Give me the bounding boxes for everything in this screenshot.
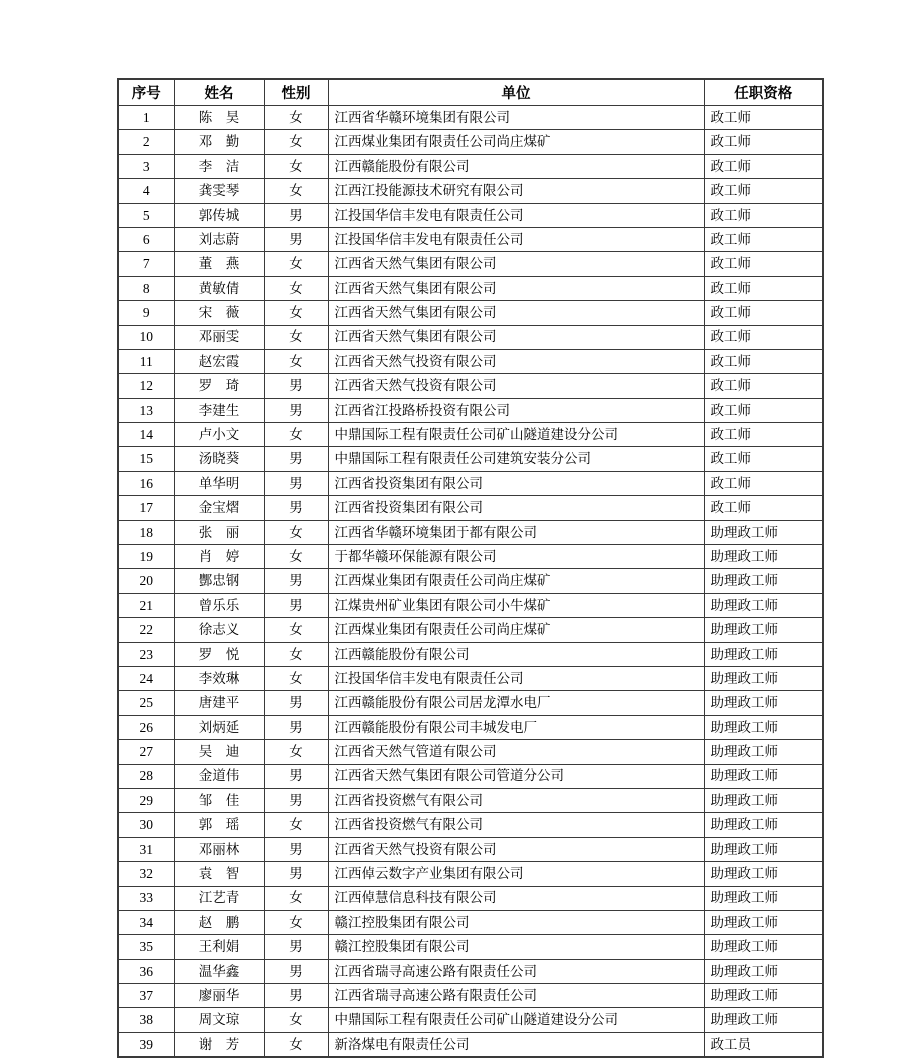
cell-unit: 江西倬慧信息科技有限公司 [328, 886, 704, 910]
cell-unit: 江西省江投路桥投资有限公司 [328, 398, 704, 422]
cell-index: 9 [118, 301, 174, 325]
cell-gender: 男 [264, 593, 328, 617]
table-row [118, 666, 823, 690]
cell-gender: 男 [264, 691, 328, 715]
cell-name: 宋 薇 [174, 301, 264, 325]
table-row [118, 130, 823, 154]
cell-unit: 江西煤业集团有限责任公司尚庄煤矿 [328, 618, 704, 642]
cell-qualification: 助理政工师 [704, 715, 823, 739]
cell-index: 17 [118, 496, 174, 520]
cell-unit: 江西倬云数字产业集团有限公司 [328, 862, 704, 886]
cell-index: 32 [118, 862, 174, 886]
roster-table-body [118, 106, 823, 1058]
table-row [118, 106, 823, 130]
cell-index: 3 [118, 154, 174, 178]
cell-unit: 江西省天然气投资有限公司 [328, 349, 704, 373]
col-header-index: 序号 [118, 79, 174, 106]
cell-qualification: 政工师 [704, 227, 823, 251]
cell-index: 15 [118, 447, 174, 471]
table-row [118, 374, 823, 398]
table-row [118, 325, 823, 349]
cell-name: 袁 智 [174, 862, 264, 886]
cell-gender: 男 [264, 715, 328, 739]
cell-qualification: 助理政工师 [704, 764, 823, 788]
cell-qualification: 政工师 [704, 349, 823, 373]
cell-index: 26 [118, 715, 174, 739]
table-row [118, 910, 823, 934]
cell-gender: 女 [264, 910, 328, 934]
table-row [118, 471, 823, 495]
header-row [118, 79, 823, 106]
cell-index: 16 [118, 471, 174, 495]
cell-name: 陈 昊 [174, 106, 264, 130]
table-row [118, 642, 823, 666]
cell-name: 汤晓葵 [174, 447, 264, 471]
cell-index: 2 [118, 130, 174, 154]
cell-name: 张 丽 [174, 520, 264, 544]
cell-qualification: 政工师 [704, 130, 823, 154]
col-header-gender: 性别 [264, 79, 328, 106]
cell-name: 肖 婷 [174, 545, 264, 569]
cell-gender: 女 [264, 154, 328, 178]
cell-name: 邹 佳 [174, 788, 264, 812]
cell-index: 4 [118, 179, 174, 203]
cell-gender: 女 [264, 276, 328, 300]
cell-unit: 江西省投资集团有限公司 [328, 471, 704, 495]
cell-name: 温华鑫 [174, 959, 264, 983]
cell-unit: 江西省天然气集团有限公司 [328, 252, 704, 276]
cell-name: 罗 悦 [174, 642, 264, 666]
table-row [118, 423, 823, 447]
cell-unit: 江西赣能股份有限公司丰城发电厂 [328, 715, 704, 739]
table-row [118, 691, 823, 715]
cell-index: 31 [118, 837, 174, 861]
cell-index: 10 [118, 325, 174, 349]
cell-name: 单华明 [174, 471, 264, 495]
cell-qualification: 助理政工师 [704, 862, 823, 886]
cell-qualification: 助理政工师 [704, 520, 823, 544]
cell-unit: 江煤贵州矿业集团有限公司小牛煤矿 [328, 593, 704, 617]
table-row [118, 1008, 823, 1032]
cell-qualification: 助理政工师 [704, 545, 823, 569]
cell-name: 邓丽林 [174, 837, 264, 861]
cell-gender: 男 [264, 764, 328, 788]
table-row [118, 886, 823, 910]
cell-index: 6 [118, 227, 174, 251]
cell-name: 李 洁 [174, 154, 264, 178]
cell-gender: 男 [264, 471, 328, 495]
table-row [118, 276, 823, 300]
cell-gender: 女 [264, 740, 328, 764]
table-row [118, 349, 823, 373]
cell-gender: 男 [264, 837, 328, 861]
cell-index: 8 [118, 276, 174, 300]
roster-table [117, 78, 824, 1058]
cell-index: 5 [118, 203, 174, 227]
cell-unit: 中鼎国际工程有限责任公司矿山隧道建设分公司 [328, 1008, 704, 1032]
cell-unit: 江西省天然气管道有限公司 [328, 740, 704, 764]
cell-gender: 女 [264, 642, 328, 666]
cell-unit: 江西省投资燃气有限公司 [328, 788, 704, 812]
cell-name: 邓 勤 [174, 130, 264, 154]
cell-qualification: 助理政工师 [704, 935, 823, 959]
cell-index: 21 [118, 593, 174, 617]
cell-qualification: 助理政工师 [704, 886, 823, 910]
cell-index: 23 [118, 642, 174, 666]
cell-qualification: 助理政工师 [704, 740, 823, 764]
cell-name: 周文琼 [174, 1008, 264, 1032]
cell-unit: 中鼎国际工程有限责任公司建筑安装分公司 [328, 447, 704, 471]
table-row [118, 398, 823, 422]
cell-unit: 江西煤业集团有限责任公司尚庄煤矿 [328, 569, 704, 593]
cell-gender: 女 [264, 423, 328, 447]
cell-index: 25 [118, 691, 174, 715]
cell-gender: 女 [264, 1008, 328, 1032]
cell-qualification: 助理政工师 [704, 691, 823, 715]
cell-qualification: 政工师 [704, 301, 823, 325]
cell-name: 曾乐乐 [174, 593, 264, 617]
col-header-name: 姓名 [174, 79, 264, 106]
table-row [118, 715, 823, 739]
table-row [118, 203, 823, 227]
cell-gender: 女 [264, 618, 328, 642]
table-row [118, 545, 823, 569]
cell-qualification: 助理政工师 [704, 837, 823, 861]
table-row [118, 862, 823, 886]
cell-unit: 江西省投资集团有限公司 [328, 496, 704, 520]
cell-gender: 男 [264, 203, 328, 227]
cell-index: 35 [118, 935, 174, 959]
cell-gender: 女 [264, 301, 328, 325]
cell-index: 7 [118, 252, 174, 276]
cell-unit: 江西省天然气集团有限公司 [328, 301, 704, 325]
cell-unit: 江西省天然气投资有限公司 [328, 374, 704, 398]
cell-qualification: 政工师 [704, 106, 823, 130]
cell-qualification: 政工师 [704, 471, 823, 495]
cell-qualification: 政工师 [704, 423, 823, 447]
cell-unit: 江西江投能源技术研究有限公司 [328, 179, 704, 203]
cell-name: 卢小文 [174, 423, 264, 447]
cell-unit: 中鼎国际工程有限责任公司矿山隧道建设分公司 [328, 423, 704, 447]
cell-unit: 江西赣能股份有限公司 [328, 642, 704, 666]
cell-index: 19 [118, 545, 174, 569]
cell-name: 赵宏霞 [174, 349, 264, 373]
cell-gender: 男 [264, 959, 328, 983]
cell-unit: 江投国华信丰发电有限责任公司 [328, 203, 704, 227]
cell-index: 34 [118, 910, 174, 934]
cell-name: 李建生 [174, 398, 264, 422]
cell-name: 唐建平 [174, 691, 264, 715]
cell-index: 12 [118, 374, 174, 398]
table-row [118, 935, 823, 959]
cell-name: 王利娟 [174, 935, 264, 959]
cell-qualification: 助理政工师 [704, 1008, 823, 1032]
cell-gender: 女 [264, 179, 328, 203]
table-row [118, 252, 823, 276]
cell-unit: 江西省天然气投资有限公司 [328, 837, 704, 861]
cell-unit: 江西省华赣环境集团有限公司 [328, 106, 704, 130]
cell-unit: 江西赣能股份有限公司 [328, 154, 704, 178]
cell-gender: 男 [264, 935, 328, 959]
cell-gender: 女 [264, 252, 328, 276]
table-row [118, 764, 823, 788]
cell-gender: 男 [264, 374, 328, 398]
table-row [118, 154, 823, 178]
cell-gender: 女 [264, 349, 328, 373]
cell-name: 龚雯琴 [174, 179, 264, 203]
cell-gender: 女 [264, 130, 328, 154]
table-row [118, 959, 823, 983]
cell-qualification: 助理政工师 [704, 666, 823, 690]
cell-qualification: 政工师 [704, 252, 823, 276]
cell-gender: 女 [264, 106, 328, 130]
cell-gender: 男 [264, 984, 328, 1008]
cell-gender: 男 [264, 447, 328, 471]
cell-gender: 男 [264, 569, 328, 593]
cell-name: 江艺青 [174, 886, 264, 910]
cell-qualification: 政工师 [704, 374, 823, 398]
table-row [118, 593, 823, 617]
table-row [118, 179, 823, 203]
cell-unit: 赣江控股集团有限公司 [328, 910, 704, 934]
cell-qualification: 政工师 [704, 154, 823, 178]
table-row [118, 837, 823, 861]
cell-name: 金宝熠 [174, 496, 264, 520]
table-row [118, 520, 823, 544]
cell-unit: 江西省投资燃气有限公司 [328, 813, 704, 837]
table-row [118, 813, 823, 837]
cell-index: 1 [118, 106, 174, 130]
cell-gender: 女 [264, 520, 328, 544]
cell-unit: 于都华赣环保能源有限公司 [328, 545, 704, 569]
cell-index: 36 [118, 959, 174, 983]
cell-index: 29 [118, 788, 174, 812]
cell-qualification: 政工师 [704, 276, 823, 300]
cell-gender: 男 [264, 862, 328, 886]
cell-name: 罗 琦 [174, 374, 264, 398]
cell-index: 33 [118, 886, 174, 910]
cell-unit: 江西省瑞寻高速公路有限责任公司 [328, 959, 704, 983]
cell-unit: 新洛煤电有限责任公司 [328, 1032, 704, 1057]
cell-unit: 江西省瑞寻高速公路有限责任公司 [328, 984, 704, 1008]
table-row [118, 569, 823, 593]
table-row [118, 740, 823, 764]
table-row [118, 496, 823, 520]
cell-index: 14 [118, 423, 174, 447]
cell-index: 38 [118, 1008, 174, 1032]
cell-index: 39 [118, 1032, 174, 1057]
cell-gender: 女 [264, 666, 328, 690]
cell-name: 酆忠钢 [174, 569, 264, 593]
table-row [118, 618, 823, 642]
cell-index: 28 [118, 764, 174, 788]
cell-qualification: 助理政工师 [704, 642, 823, 666]
cell-gender: 男 [264, 398, 328, 422]
cell-name: 赵 鹏 [174, 910, 264, 934]
cell-qualification: 政工师 [704, 325, 823, 349]
cell-qualification: 政工师 [704, 447, 823, 471]
cell-unit: 赣江控股集团有限公司 [328, 935, 704, 959]
cell-index: 30 [118, 813, 174, 837]
cell-index: 18 [118, 520, 174, 544]
cell-name: 吴 迪 [174, 740, 264, 764]
cell-qualification: 政工师 [704, 179, 823, 203]
table-row [118, 447, 823, 471]
cell-unit: 江投国华信丰发电有限责任公司 [328, 227, 704, 251]
cell-gender: 男 [264, 496, 328, 520]
table-row [118, 788, 823, 812]
cell-name: 郭传城 [174, 203, 264, 227]
cell-index: 37 [118, 984, 174, 1008]
cell-name: 郭 瑶 [174, 813, 264, 837]
cell-qualification: 政工师 [704, 398, 823, 422]
cell-gender: 男 [264, 788, 328, 812]
cell-unit: 江西省天然气集团有限公司 [328, 276, 704, 300]
table-row [118, 301, 823, 325]
cell-qualification: 助理政工师 [704, 569, 823, 593]
cell-qualification: 政工师 [704, 496, 823, 520]
cell-qualification: 助理政工师 [704, 813, 823, 837]
cell-index: 27 [118, 740, 174, 764]
cell-name: 李效琳 [174, 666, 264, 690]
cell-unit: 江西省天然气集团有限公司 [328, 325, 704, 349]
cell-name: 谢 芳 [174, 1032, 264, 1057]
cell-unit: 江西省天然气集团有限公司管道分公司 [328, 764, 704, 788]
col-header-unit: 单位 [328, 79, 704, 106]
cell-unit: 江投国华信丰发电有限责任公司 [328, 666, 704, 690]
cell-name: 金道伟 [174, 764, 264, 788]
col-header-qualification: 任职资格 [704, 79, 823, 106]
cell-index: 13 [118, 398, 174, 422]
cell-name: 董 燕 [174, 252, 264, 276]
cell-gender: 女 [264, 886, 328, 910]
cell-index: 22 [118, 618, 174, 642]
cell-qualification: 政工员 [704, 1032, 823, 1057]
cell-gender: 女 [264, 545, 328, 569]
table-row [118, 1032, 823, 1057]
cell-index: 11 [118, 349, 174, 373]
cell-name: 刘志蔚 [174, 227, 264, 251]
cell-unit: 江西煤业集团有限责任公司尚庄煤矿 [328, 130, 704, 154]
cell-unit: 江西省华赣环境集团于都有限公司 [328, 520, 704, 544]
cell-name: 邓丽雯 [174, 325, 264, 349]
cell-qualification: 助理政工师 [704, 618, 823, 642]
cell-name: 刘炳延 [174, 715, 264, 739]
cell-qualification: 助理政工师 [704, 959, 823, 983]
cell-gender: 男 [264, 227, 328, 251]
cell-index: 20 [118, 569, 174, 593]
cell-qualification: 助理政工师 [704, 984, 823, 1008]
table-row [118, 227, 823, 251]
cell-index: 24 [118, 666, 174, 690]
table-row [118, 984, 823, 1008]
cell-gender: 女 [264, 325, 328, 349]
cell-qualification: 助理政工师 [704, 788, 823, 812]
cell-unit: 江西赣能股份有限公司居龙潭水电厂 [328, 691, 704, 715]
cell-qualification: 助理政工师 [704, 593, 823, 617]
cell-name: 黄敏倩 [174, 276, 264, 300]
cell-qualification: 政工师 [704, 203, 823, 227]
cell-gender: 女 [264, 1032, 328, 1057]
cell-qualification: 助理政工师 [704, 910, 823, 934]
cell-gender: 女 [264, 813, 328, 837]
cell-name: 徐志义 [174, 618, 264, 642]
cell-name: 廖丽华 [174, 984, 264, 1008]
